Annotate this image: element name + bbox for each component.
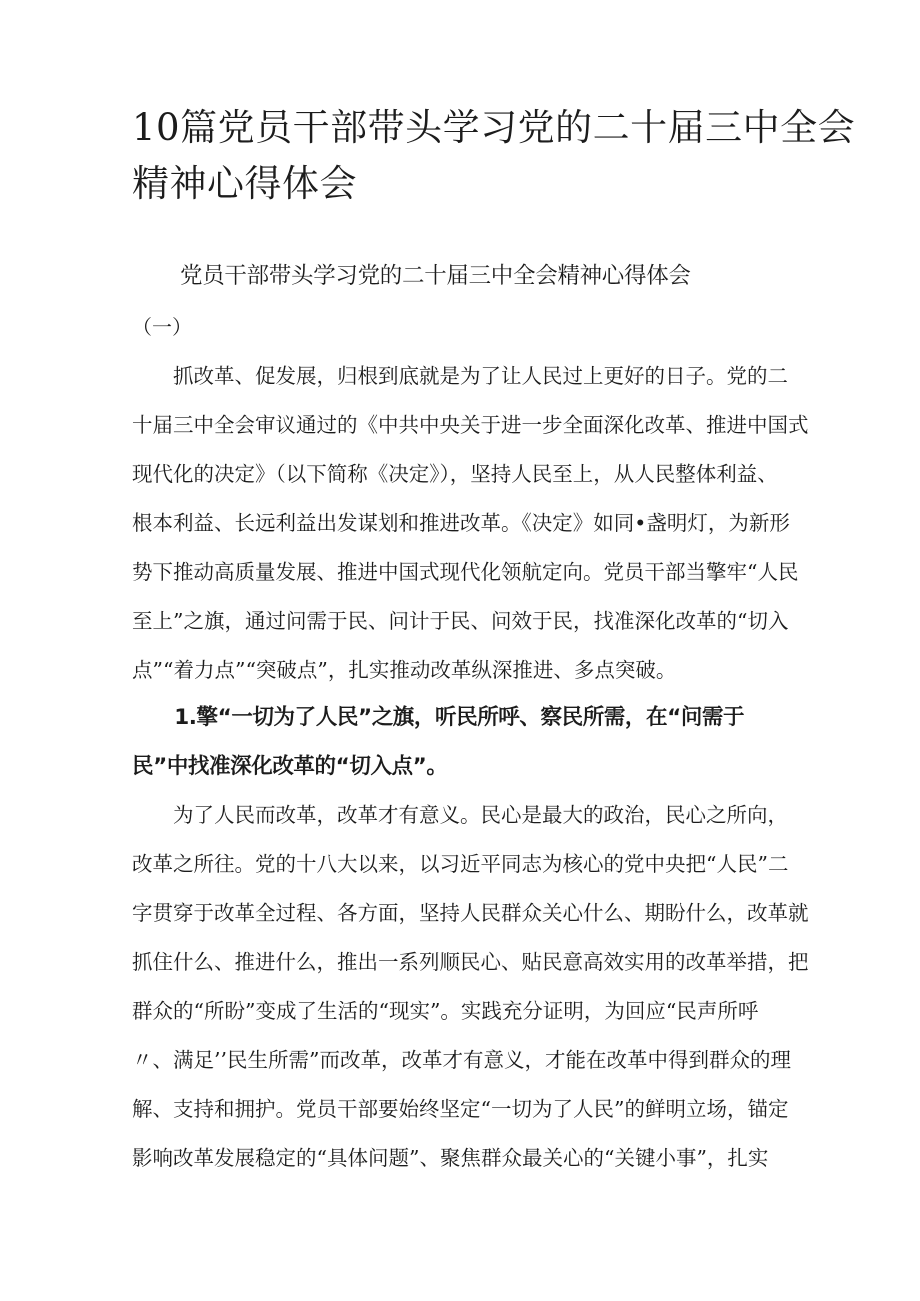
- paragraph-line: 为了人民而改革，改革才有意义。民心是最大的政治，民心之所向，: [132, 803, 788, 827]
- title-line-2: 精神心得体会: [132, 162, 357, 205]
- paragraph-line: 十届三中全会审议通过的《中共中央关于进一步全面深化改革、推进中国式: [132, 413, 809, 437]
- section-number: （一）: [132, 315, 192, 339]
- subheading-line: 1.擎“一切为了人民”之旗，听民所呼、察民所需，在“问需于: [132, 705, 745, 730]
- document-title: [132, 100, 856, 212]
- paragraph-line: 改革之所往。党的十八大以来，以习近平同志为核心的党中央把“人民”二: [132, 852, 789, 876]
- paragraph-line: 抓改革、促发展，归根到底就是为了让人民过上更好的日子。党的二: [132, 364, 788, 388]
- title-line-1: 10篇党员干部带头学习党的二十届三中全会: [132, 106, 856, 149]
- paragraph-line: 点”“着力点”“突破点”，扎实推动改革纵深推进、多点突破。: [132, 658, 677, 682]
- subheading-1: [132, 693, 792, 791]
- paragraph-line: 根本利益、长远利益出发谋划和推进改革。《决定》如同•盏明灯，为新形: [132, 511, 790, 535]
- paragraph-line: 影响改革发展稳定的“具体问题”、聚焦群众最关心的“关键小事”，扎实: [132, 1146, 769, 1170]
- paragraph-line: 抓住什么、推进什么，推出一系列顺民心、贴民意高效实用的改革举措，把: [132, 950, 809, 974]
- body-paragraph-2: [132, 791, 809, 1183]
- paragraph-line: 〃、满足’’民生所需”而改革，改革才有意义，才能在改革中得到群众的理: [132, 1048, 792, 1072]
- paragraph-line: 解、支持和拥护。党员干部要始终坚定“一切为了人民”的鲜明立场，锚定: [132, 1097, 789, 1121]
- paragraph-line: 至上”之旗，通过问需于民、问计于民、问效于民，找准深化改革的“切入: [132, 609, 789, 633]
- section-heading: 党员干部带头学习党的二十届三中全会精神心得体会: [180, 263, 691, 289]
- body-paragraph-1: [132, 352, 809, 695]
- paragraph-line: 字贯穿于改革全过程、各方面，坚持人民群众关心什么、期盼什么，改革就: [132, 901, 809, 925]
- paragraph-line: 群众的“所盼”变成了生活的“现实”。实践充分证明，为回应“民声所呼: [132, 999, 759, 1023]
- subheading-line: 民”中找准深化改革的“切入点”。: [132, 754, 448, 779]
- paragraph-line: 势下推动高质量发展、推进中国式现代化领航定向。党员干部当擎牢“人民: [132, 560, 799, 584]
- paragraph-line: 现代化的决定》（以下简称《决定》），坚持人民至上，从人民整体利益、: [132, 462, 778, 486]
